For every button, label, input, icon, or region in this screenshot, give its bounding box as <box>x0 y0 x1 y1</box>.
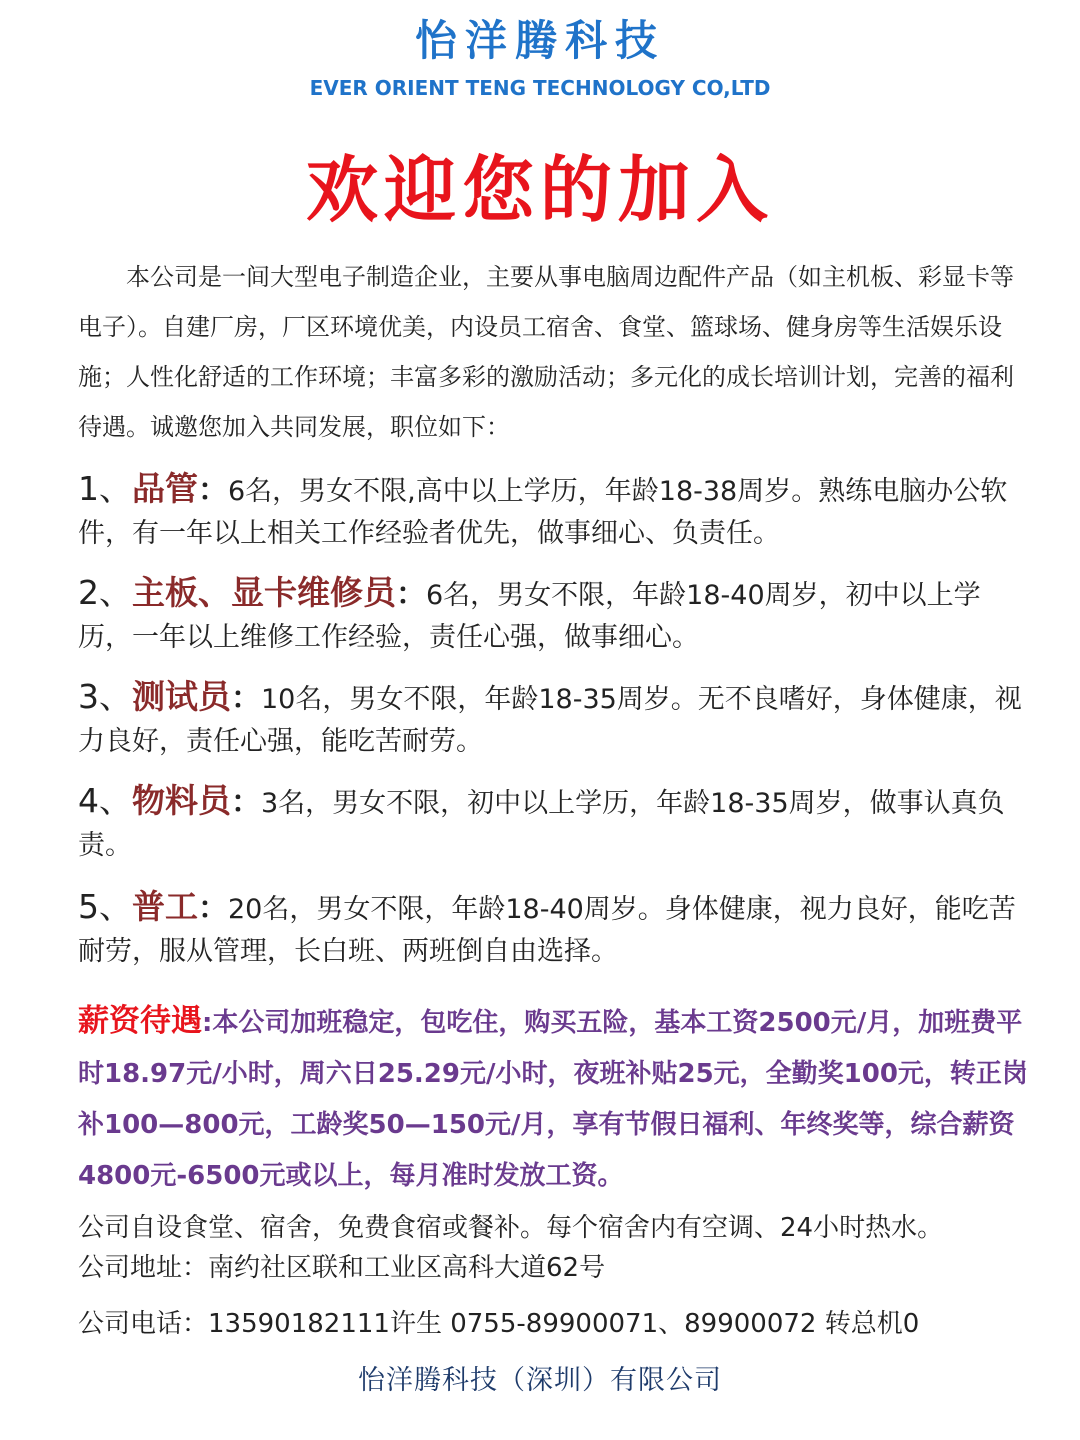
company-address: 公司地址：南约社区联和工业区高科大道62号 <box>78 1253 606 1283</box>
position-title: 测试员 <box>132 677 231 716</box>
position-detail: 3名，男女不限，初中以上学历，年龄18-35周岁，做事认真负责。 <box>78 788 1005 861</box>
position-detail: 20名，男女不限，年龄18-40周岁。身体健康，视力良好，能吃苦耐劳，服从管理，长白班、两班倒自由选择。 <box>78 894 1016 967</box>
position-colon: ： <box>231 785 261 820</box>
position-number: 1、 <box>78 469 132 508</box>
position-title: 普工 <box>132 887 198 926</box>
company-intro: 本公司是一间大型电子制造企业，主要从事电脑周边配件产品（如主机板、彩显卡等电子）。自建厂房，厂区环境优美，内设员工宿舍、食堂、篮球场、健身房等生活娱乐设施；人性化舒适的工作环境；丰富多彩的激励活动；多元化的成长培训计划，完善的福利待遇。诚邀您加入共同发展，职位如下： <box>78 263 1014 441</box>
position-colon: ： <box>198 473 228 508</box>
position-colon: ： <box>198 891 228 926</box>
position-title: 主板、显卡维修员 <box>132 573 396 612</box>
position-detail: 6名，男女不限,高中以上学历，年龄18-38周岁。熟练电脑办公软件，有一年以上相关工作经验者优先，做事细心、负责任。 <box>78 476 1008 549</box>
position-title: 品管 <box>132 469 198 508</box>
position-number: 4、 <box>78 781 132 820</box>
position-item-qc <box>78 468 1028 555</box>
salary-text: :本公司加班稳定，包吃住，购买五险，基本工资2500元/月，加班费平时18.97元/小时，周六日25.29元/小时，夜班补贴25元，全勤奖100元，转正岗补100—800元，工龄奖50—150元/月，享有节假日福利、年终奖等，综合薪资4800元-6500元或以上，每月准时发放工资。 <box>78 1008 1028 1191</box>
position-item-material <box>78 780 1028 867</box>
position-title: 物料员 <box>132 781 231 820</box>
salary-title: 薪资待遇 <box>78 1003 202 1039</box>
position-item-tester <box>78 676 1028 763</box>
position-number: 2、 <box>78 573 132 612</box>
position-detail: 6名，男女不限，年龄18-40周岁，初中以上学历，一年以上维修工作经验，责任心强，做事细心。 <box>78 580 981 653</box>
position-item-worker <box>78 886 1028 973</box>
position-colon: ： <box>396 577 426 612</box>
company-phone: 公司电话：13590182111许生 0755-89900071、89900072 转总机0 <box>78 1309 920 1339</box>
position-colon: ： <box>231 681 261 716</box>
salary-section <box>78 996 1038 1202</box>
company-name-en: EVER ORIENT TENG TECHNOLOGY CO,LTD <box>309 76 771 100</box>
position-item-repair <box>78 572 1028 659</box>
company-footer: 怡洋腾科技（深圳）有限公司 <box>358 1365 722 1396</box>
position-detail: 10名，男女不限，年龄18-35周岁。无不良嗜好，身体健康，视力良好，责任心强，能吃苦耐劳。 <box>78 684 1022 757</box>
canteen-info: 公司自设食堂、宿舍，免费食宿或餐补。每个宿舍内有空调、24小时热水。 <box>78 1213 944 1243</box>
welcome-heading: 欢迎您的加入 <box>305 148 774 232</box>
company-name-cn: 怡洋腾科技 <box>414 16 665 65</box>
position-number: 5、 <box>78 887 132 926</box>
position-number: 3、 <box>78 677 132 716</box>
